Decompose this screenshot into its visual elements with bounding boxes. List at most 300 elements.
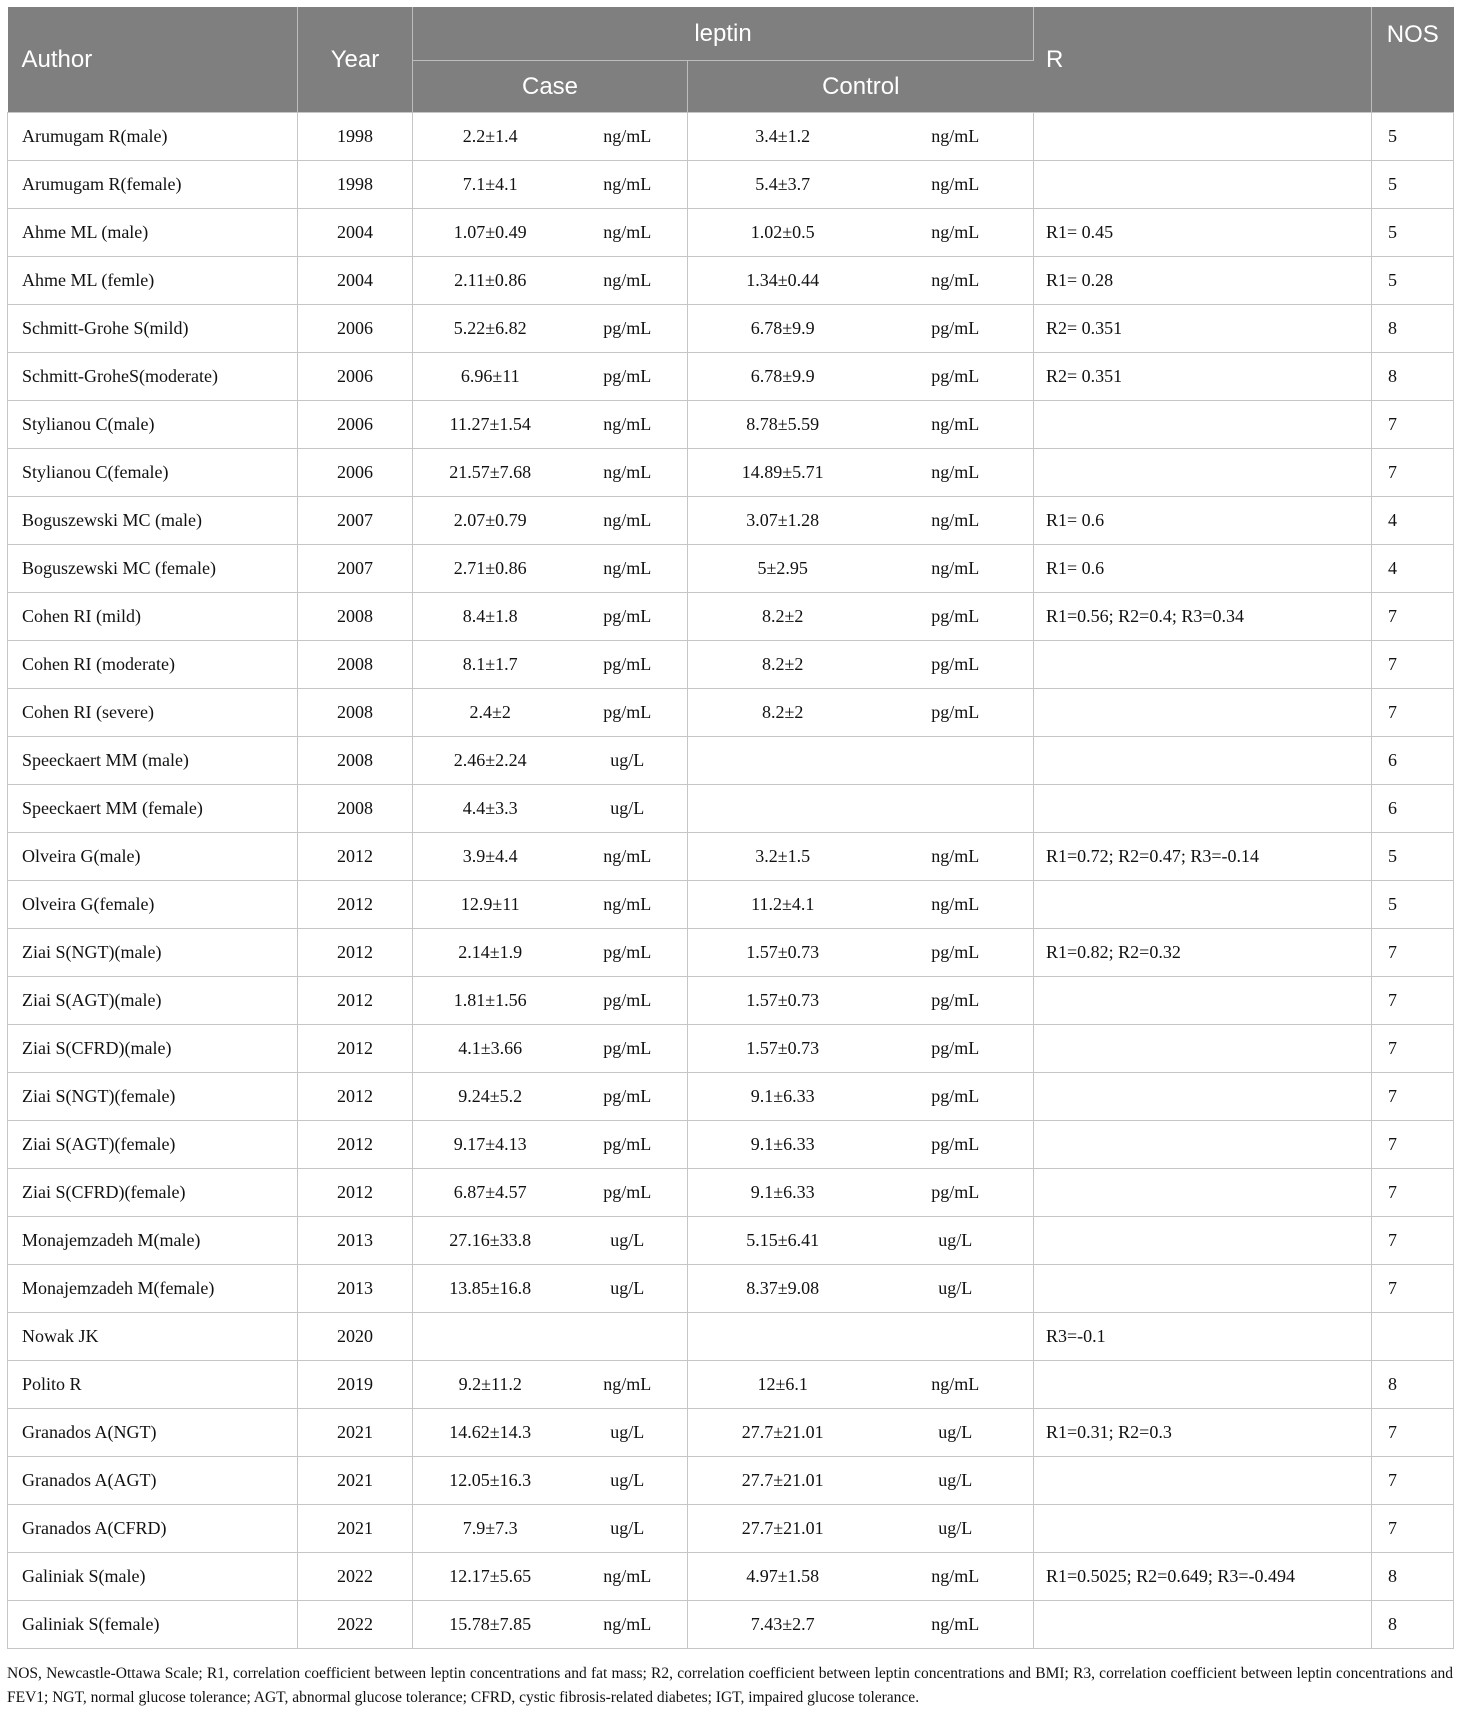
- table-row: [8, 977, 1454, 1025]
- case-value-cell: 1.07±0.49: [413, 209, 568, 257]
- author-cell: Nowak JK: [8, 1313, 298, 1361]
- author-cell: Ziai S(CFRD)(female): [8, 1169, 298, 1217]
- case-value-cell: 9.24±5.2: [413, 1073, 568, 1121]
- year-cell: 2021: [298, 1505, 413, 1553]
- r-cell: [1034, 641, 1372, 689]
- table-row: [8, 689, 1454, 737]
- year-cell: 2021: [298, 1409, 413, 1457]
- control-value-cell: 8.2±2: [688, 593, 878, 641]
- case-value-cell: 2.2±1.4: [413, 113, 568, 161]
- year-cell: 2006: [298, 449, 413, 497]
- control-header: Control: [688, 61, 1034, 113]
- year-cell: 2008: [298, 641, 413, 689]
- author-cell: Olveira G(male): [8, 833, 298, 881]
- control-value-cell: 1.57±0.73: [688, 929, 878, 977]
- table-row: [8, 1553, 1454, 1601]
- author-cell: Monajemzadeh M(female): [8, 1265, 298, 1313]
- case-unit-cell: pg/mL: [568, 305, 688, 353]
- case-value-cell: 6.96±11: [413, 353, 568, 401]
- author-cell: Boguszewski MC (male): [8, 497, 298, 545]
- control-unit-cell: pg/mL: [878, 641, 1034, 689]
- author-cell: Granados A(CFRD): [8, 1505, 298, 1553]
- case-unit-cell: ug/L: [568, 737, 688, 785]
- control-unit-cell: ug/L: [878, 1409, 1034, 1457]
- case-unit-cell: ng/mL: [568, 449, 688, 497]
- nos-cell: 7: [1372, 1457, 1454, 1505]
- r-cell: [1034, 1265, 1372, 1313]
- nos-cell: 8: [1372, 353, 1454, 401]
- year-cell: 2020: [298, 1313, 413, 1361]
- table-row: [8, 1361, 1454, 1409]
- year-cell: 2021: [298, 1457, 413, 1505]
- control-value-cell: [688, 1313, 878, 1361]
- r-cell: R1=0.82; R2=0.32: [1034, 929, 1372, 977]
- case-unit-cell: ng/mL: [568, 113, 688, 161]
- control-unit-cell: [878, 737, 1034, 785]
- control-value-cell: 8.37±9.08: [688, 1265, 878, 1313]
- nos-cell: 7: [1372, 641, 1454, 689]
- control-value-cell: 9.1±6.33: [688, 1169, 878, 1217]
- r-cell: [1034, 161, 1372, 209]
- year-cell: 2008: [298, 593, 413, 641]
- control-value-cell: 12±6.1: [688, 1361, 878, 1409]
- author-cell: Ahme ML (femle): [8, 257, 298, 305]
- control-unit-cell: ng/mL: [878, 449, 1034, 497]
- r-cell: [1034, 1169, 1372, 1217]
- case-unit-cell: pg/mL: [568, 1121, 688, 1169]
- control-value-cell: 3.07±1.28: [688, 497, 878, 545]
- control-value-cell: 9.1±6.33: [688, 1121, 878, 1169]
- case-unit-cell: ng/mL: [568, 257, 688, 305]
- table-footnote: NOS, Newcastle-Ottawa Scale; R1, correlation coefficient between leptin concentrations and fat mass; R2, correlation coefficient between leptin concentrations and BMI; R3, correlation coefficient between leptin concentrations and FEV1; NGT, normal glucose tolerance; AGT, abnormal glucose tolerance; CFRD, cystic fibrosis-related diabetes; IGT, impaired glucose tolerance.: [7, 1665, 1453, 1706]
- table-row: [8, 497, 1454, 545]
- case-value-cell: 4.4±3.3: [413, 785, 568, 833]
- nos-cell: 7: [1372, 1073, 1454, 1121]
- case-unit-cell: pg/mL: [568, 1169, 688, 1217]
- case-unit-cell: ng/mL: [568, 497, 688, 545]
- case-unit-cell: [568, 1313, 688, 1361]
- case-unit-cell: pg/mL: [568, 641, 688, 689]
- year-cell: 2006: [298, 305, 413, 353]
- case-unit-cell: pg/mL: [568, 593, 688, 641]
- author-cell: Schmitt-Grohe S(mild): [8, 305, 298, 353]
- author-cell: Ahme ML (male): [8, 209, 298, 257]
- r-cell: R2= 0.351: [1034, 353, 1372, 401]
- author-cell: Schmitt-GroheS(moderate): [8, 353, 298, 401]
- year-cell: 2012: [298, 1073, 413, 1121]
- nos-cell: 7: [1372, 1505, 1454, 1553]
- control-value-cell: 8.2±2: [688, 641, 878, 689]
- r-cell: R1=0.5025; R2=0.649; R3=-0.494: [1034, 1553, 1372, 1601]
- case-value-cell: 13.85±16.8: [413, 1265, 568, 1313]
- case-value-cell: 15.78±7.85: [413, 1601, 568, 1649]
- author-cell: Ziai S(CFRD)(male): [8, 1025, 298, 1073]
- control-unit-cell: [878, 785, 1034, 833]
- r-cell: [1034, 1025, 1372, 1073]
- table-row: [8, 785, 1454, 833]
- table-row: [8, 833, 1454, 881]
- control-unit-cell: pg/mL: [878, 305, 1034, 353]
- author-header: Author: [8, 7, 298, 113]
- author-cell: Cohen RI (moderate): [8, 641, 298, 689]
- table-row: [8, 305, 1454, 353]
- nos-cell: 8: [1372, 1553, 1454, 1601]
- control-value-cell: [688, 737, 878, 785]
- nos-cell: 4: [1372, 497, 1454, 545]
- case-value-cell: [413, 1313, 568, 1361]
- year-cell: 2022: [298, 1601, 413, 1649]
- nos-cell: 6: [1372, 785, 1454, 833]
- case-unit-cell: ug/L: [568, 1217, 688, 1265]
- r-cell: [1034, 785, 1372, 833]
- control-unit-cell: pg/mL: [878, 1025, 1034, 1073]
- year-cell: 2012: [298, 1025, 413, 1073]
- control-value-cell: 27.7±21.01: [688, 1505, 878, 1553]
- case-unit-cell: pg/mL: [568, 353, 688, 401]
- nos-cell: 8: [1372, 1601, 1454, 1649]
- control-value-cell: 7.43±2.7: [688, 1601, 878, 1649]
- control-unit-cell: ng/mL: [878, 209, 1034, 257]
- control-unit-cell: pg/mL: [878, 1121, 1034, 1169]
- table-row: [8, 1409, 1454, 1457]
- case-value-cell: 21.57±7.68: [413, 449, 568, 497]
- case-value-cell: 8.1±1.7: [413, 641, 568, 689]
- leptin-header: leptin: [413, 7, 1034, 61]
- table-row: [8, 113, 1454, 161]
- case-value-cell: 11.27±1.54: [413, 401, 568, 449]
- year-cell: 2019: [298, 1361, 413, 1409]
- table-row: [8, 545, 1454, 593]
- r-cell: [1034, 881, 1372, 929]
- nos-cell: 5: [1372, 209, 1454, 257]
- table-row: [8, 209, 1454, 257]
- control-value-cell: 14.89±5.71: [688, 449, 878, 497]
- nos-cell: [1372, 1313, 1454, 1361]
- control-value-cell: 27.7±21.01: [688, 1457, 878, 1505]
- year-cell: 2012: [298, 881, 413, 929]
- nos-cell: 7: [1372, 449, 1454, 497]
- r-cell: [1034, 1217, 1372, 1265]
- control-value-cell: 4.97±1.58: [688, 1553, 878, 1601]
- control-value-cell: 27.7±21.01: [688, 1409, 878, 1457]
- control-unit-cell: ng/mL: [878, 113, 1034, 161]
- case-header: Case: [413, 61, 688, 113]
- nos-cell: 8: [1372, 305, 1454, 353]
- table-row: [8, 1169, 1454, 1217]
- nos-cell: 8: [1372, 1361, 1454, 1409]
- control-unit-cell: ug/L: [878, 1217, 1034, 1265]
- control-unit-cell: ng/mL: [878, 833, 1034, 881]
- leptin-table: [7, 7, 1454, 1649]
- table-row: [8, 881, 1454, 929]
- control-value-cell: 1.57±0.73: [688, 1025, 878, 1073]
- case-value-cell: 2.46±2.24: [413, 737, 568, 785]
- control-value-cell: [688, 785, 878, 833]
- nos-cell: 7: [1372, 1169, 1454, 1217]
- case-value-cell: 5.22±6.82: [413, 305, 568, 353]
- r-cell: R1=0.56; R2=0.4; R3=0.34: [1034, 593, 1372, 641]
- table-body: [8, 113, 1454, 1649]
- control-unit-cell: [878, 1313, 1034, 1361]
- case-unit-cell: pg/mL: [568, 1025, 688, 1073]
- table-row: [8, 737, 1454, 785]
- case-unit-cell: ng/mL: [568, 1601, 688, 1649]
- table-row: [8, 1265, 1454, 1313]
- control-unit-cell: ug/L: [878, 1505, 1034, 1553]
- control-unit-cell: pg/mL: [878, 353, 1034, 401]
- nos-cell: 7: [1372, 1265, 1454, 1313]
- case-unit-cell: ng/mL: [568, 209, 688, 257]
- control-value-cell: 8.2±2: [688, 689, 878, 737]
- table-row: [8, 1121, 1454, 1169]
- control-unit-cell: ng/mL: [878, 257, 1034, 305]
- control-unit-cell: pg/mL: [878, 689, 1034, 737]
- case-value-cell: 2.11±0.86: [413, 257, 568, 305]
- table-row: [8, 593, 1454, 641]
- control-value-cell: 1.02±0.5: [688, 209, 878, 257]
- table-row: [8, 1025, 1454, 1073]
- r-cell: [1034, 737, 1372, 785]
- r-cell: [1034, 977, 1372, 1025]
- table-row: [8, 1073, 1454, 1121]
- year-cell: 2008: [298, 689, 413, 737]
- table-row: [8, 161, 1454, 209]
- nos-cell: 7: [1372, 929, 1454, 977]
- year-cell: 2012: [298, 1121, 413, 1169]
- case-unit-cell: ng/mL: [568, 881, 688, 929]
- case-unit-cell: ng/mL: [568, 401, 688, 449]
- year-cell: 2022: [298, 1553, 413, 1601]
- control-value-cell: 8.78±5.59: [688, 401, 878, 449]
- case-unit-cell: ug/L: [568, 1457, 688, 1505]
- control-unit-cell: pg/mL: [878, 929, 1034, 977]
- case-value-cell: 9.2±11.2: [413, 1361, 568, 1409]
- case-unit-cell: pg/mL: [568, 929, 688, 977]
- year-cell: 2012: [298, 1169, 413, 1217]
- case-unit-cell: ug/L: [568, 1505, 688, 1553]
- table-row: [8, 1313, 1454, 1361]
- table-header: [8, 7, 1454, 113]
- year-cell: 2006: [298, 353, 413, 401]
- year-cell: 1998: [298, 113, 413, 161]
- nos-cell: 7: [1372, 689, 1454, 737]
- nos-cell: 7: [1372, 401, 1454, 449]
- control-value-cell: 1.34±0.44: [688, 257, 878, 305]
- author-cell: Ziai S(NGT)(male): [8, 929, 298, 977]
- nos-cell: 5: [1372, 257, 1454, 305]
- author-cell: Ziai S(NGT)(female): [8, 1073, 298, 1121]
- nos-cell: 5: [1372, 833, 1454, 881]
- nos-cell: 4: [1372, 545, 1454, 593]
- nos-cell: 7: [1372, 593, 1454, 641]
- control-unit-cell: ng/mL: [878, 497, 1034, 545]
- case-unit-cell: ng/mL: [568, 1361, 688, 1409]
- case-unit-cell: ng/mL: [568, 833, 688, 881]
- control-unit-cell: ng/mL: [878, 161, 1034, 209]
- table-row: [8, 1217, 1454, 1265]
- case-value-cell: 2.4±2: [413, 689, 568, 737]
- case-value-cell: 3.9±4.4: [413, 833, 568, 881]
- control-unit-cell: ng/mL: [878, 545, 1034, 593]
- control-unit-cell: pg/mL: [878, 1073, 1034, 1121]
- author-cell: Olveira G(female): [8, 881, 298, 929]
- r-cell: R1= 0.28: [1034, 257, 1372, 305]
- case-unit-cell: ug/L: [568, 1409, 688, 1457]
- control-value-cell: 3.4±1.2: [688, 113, 878, 161]
- author-cell: Cohen RI (mild): [8, 593, 298, 641]
- author-cell: Granados A(NGT): [8, 1409, 298, 1457]
- control-value-cell: 1.57±0.73: [688, 977, 878, 1025]
- author-cell: Boguszewski MC (female): [8, 545, 298, 593]
- case-value-cell: 4.1±3.66: [413, 1025, 568, 1073]
- r-cell: [1034, 1457, 1372, 1505]
- case-unit-cell: pg/mL: [568, 1073, 688, 1121]
- r-cell: [1034, 1601, 1372, 1649]
- case-unit-cell: ug/L: [568, 1265, 688, 1313]
- r-cell: R1= 0.6: [1034, 545, 1372, 593]
- year-cell: 2007: [298, 545, 413, 593]
- case-value-cell: 2.71±0.86: [413, 545, 568, 593]
- nos-cell: 5: [1372, 113, 1454, 161]
- year-cell: 2006: [298, 401, 413, 449]
- author-cell: Speeckaert MM (male): [8, 737, 298, 785]
- case-value-cell: 8.4±1.8: [413, 593, 568, 641]
- year-cell: 2012: [298, 977, 413, 1025]
- case-value-cell: 27.16±33.8: [413, 1217, 568, 1265]
- nos-header: NOS: [1372, 7, 1454, 113]
- control-unit-cell: pg/mL: [878, 1169, 1034, 1217]
- control-value-cell: 5±2.95: [688, 545, 878, 593]
- nos-cell: 5: [1372, 881, 1454, 929]
- author-cell: Galiniak S(male): [8, 1553, 298, 1601]
- control-unit-cell: pg/mL: [878, 977, 1034, 1025]
- case-value-cell: 14.62±14.3: [413, 1409, 568, 1457]
- r-cell: R1=0.72; R2=0.47; R3=-0.14: [1034, 833, 1372, 881]
- control-unit-cell: ng/mL: [878, 1553, 1034, 1601]
- nos-cell: 7: [1372, 1217, 1454, 1265]
- case-value-cell: 7.9±7.3: [413, 1505, 568, 1553]
- r-cell: [1034, 1505, 1372, 1553]
- control-unit-cell: ng/mL: [878, 401, 1034, 449]
- year-cell: 2008: [298, 785, 413, 833]
- nos-cell: 6: [1372, 737, 1454, 785]
- author-cell: Arumugam R(female): [8, 161, 298, 209]
- control-unit-cell: ug/L: [878, 1265, 1034, 1313]
- case-unit-cell: ng/mL: [568, 1553, 688, 1601]
- control-unit-cell: pg/mL: [878, 593, 1034, 641]
- case-value-cell: 7.1±4.1: [413, 161, 568, 209]
- r-cell: R2= 0.351: [1034, 305, 1372, 353]
- case-unit-cell: ng/mL: [568, 161, 688, 209]
- control-unit-cell: ug/L: [878, 1457, 1034, 1505]
- table-row: [8, 929, 1454, 977]
- nos-cell: 5: [1372, 161, 1454, 209]
- case-value-cell: 2.07±0.79: [413, 497, 568, 545]
- case-value-cell: 2.14±1.9: [413, 929, 568, 977]
- nos-cell: 7: [1372, 1025, 1454, 1073]
- nos-cell: 7: [1372, 1409, 1454, 1457]
- year-cell: 2013: [298, 1217, 413, 1265]
- table-container: [7, 7, 1453, 1649]
- author-cell: Arumugam R(male): [8, 113, 298, 161]
- table-row: [8, 401, 1454, 449]
- case-value-cell: 12.17±5.65: [413, 1553, 568, 1601]
- case-value-cell: 12.05±16.3: [413, 1457, 568, 1505]
- r-cell: [1034, 1073, 1372, 1121]
- r-cell: [1034, 449, 1372, 497]
- control-value-cell: 6.78±9.9: [688, 353, 878, 401]
- case-unit-cell: pg/mL: [568, 977, 688, 1025]
- table-row: [8, 1457, 1454, 1505]
- year-cell: 2013: [298, 1265, 413, 1313]
- control-unit-cell: ng/mL: [878, 1601, 1034, 1649]
- year-header: Year: [298, 7, 413, 113]
- case-unit-cell: pg/mL: [568, 689, 688, 737]
- year-cell: 2008: [298, 737, 413, 785]
- r-cell: R3=-0.1: [1034, 1313, 1372, 1361]
- year-cell: 2004: [298, 257, 413, 305]
- case-value-cell: 6.87±4.57: [413, 1169, 568, 1217]
- year-cell: 2012: [298, 929, 413, 977]
- author-cell: Stylianou C(female): [8, 449, 298, 497]
- r-cell: [1034, 689, 1372, 737]
- r-cell: R1=0.31; R2=0.3: [1034, 1409, 1372, 1457]
- author-cell: Cohen RI (severe): [8, 689, 298, 737]
- table-row: [8, 353, 1454, 401]
- case-value-cell: 12.9±11: [413, 881, 568, 929]
- case-value-cell: 1.81±1.56: [413, 977, 568, 1025]
- table-row: [8, 641, 1454, 689]
- case-value-cell: 9.17±4.13: [413, 1121, 568, 1169]
- table-row: [8, 1505, 1454, 1553]
- author-cell: Speeckaert MM (female): [8, 785, 298, 833]
- table-row: [8, 449, 1454, 497]
- control-unit-cell: ng/mL: [878, 1361, 1034, 1409]
- author-cell: Galiniak S(female): [8, 1601, 298, 1649]
- r-cell: [1034, 401, 1372, 449]
- year-cell: 1998: [298, 161, 413, 209]
- control-value-cell: 5.15±6.41: [688, 1217, 878, 1265]
- table-row: [8, 257, 1454, 305]
- year-cell: 2012: [298, 833, 413, 881]
- control-value-cell: 9.1±6.33: [688, 1073, 878, 1121]
- r-cell: [1034, 1121, 1372, 1169]
- r-cell: R1= 0.45: [1034, 209, 1372, 257]
- author-cell: Stylianou C(male): [8, 401, 298, 449]
- author-cell: Granados A(AGT): [8, 1457, 298, 1505]
- table-row: [8, 1601, 1454, 1649]
- author-cell: Polito R: [8, 1361, 298, 1409]
- author-cell: Ziai S(AGT)(female): [8, 1121, 298, 1169]
- case-unit-cell: ug/L: [568, 785, 688, 833]
- control-value-cell: 6.78±9.9: [688, 305, 878, 353]
- control-value-cell: 5.4±3.7: [688, 161, 878, 209]
- control-unit-cell: ng/mL: [878, 881, 1034, 929]
- control-value-cell: 11.2±4.1: [688, 881, 878, 929]
- control-value-cell: 3.2±1.5: [688, 833, 878, 881]
- year-cell: 2007: [298, 497, 413, 545]
- author-cell: Ziai S(AGT)(male): [8, 977, 298, 1025]
- year-cell: 2004: [298, 209, 413, 257]
- case-unit-cell: ng/mL: [568, 545, 688, 593]
- r-cell: [1034, 113, 1372, 161]
- nos-cell: 7: [1372, 1121, 1454, 1169]
- nos-cell: 7: [1372, 977, 1454, 1025]
- r-header: R: [1034, 7, 1372, 113]
- author-cell: Monajemzadeh M(male): [8, 1217, 298, 1265]
- r-cell: R1= 0.6: [1034, 497, 1372, 545]
- r-cell: [1034, 1361, 1372, 1409]
